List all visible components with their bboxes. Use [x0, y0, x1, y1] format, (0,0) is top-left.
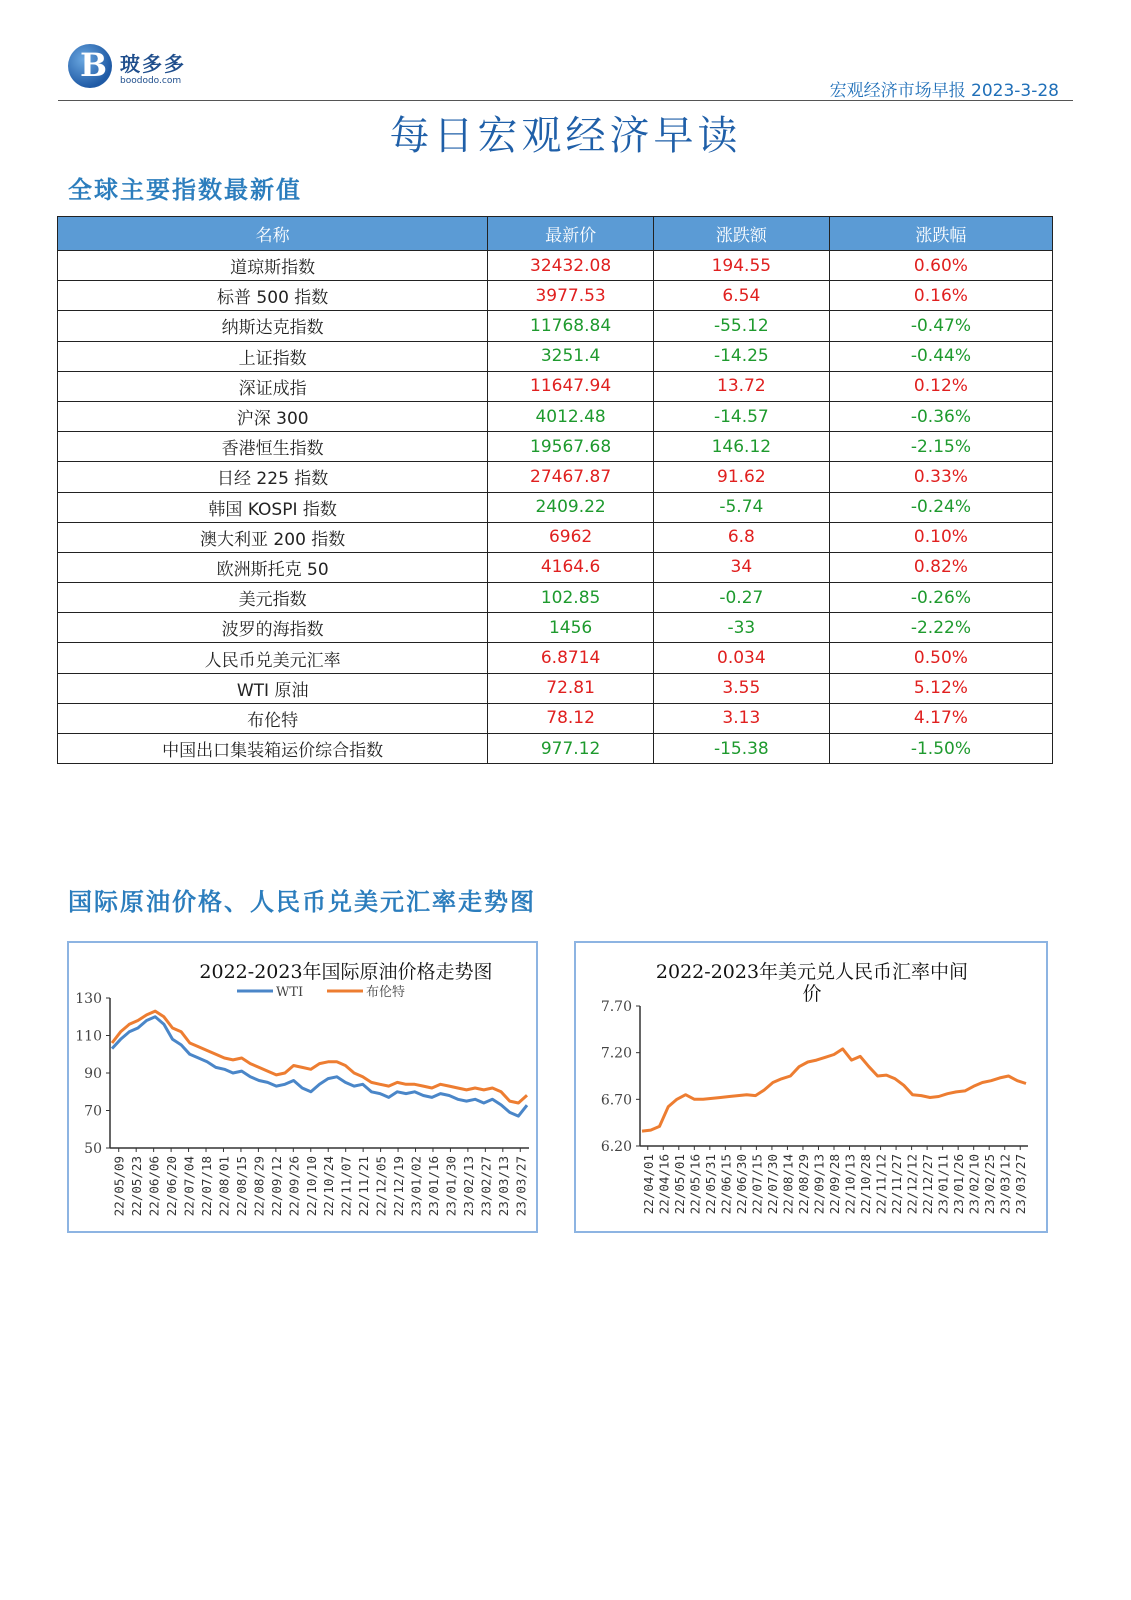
table-row — [58, 341, 1053, 371]
col-header-change: 涨跌额 — [653, 217, 829, 251]
price-cell: 1456 — [488, 613, 654, 643]
x-tick-label: 22/07/18 — [199, 1156, 215, 1217]
table-row — [58, 401, 1053, 431]
y-tick-label: 7.20 — [600, 1045, 632, 1062]
pct-cell: 0.12% — [829, 371, 1052, 401]
x-tick-label: 23/01/26 — [951, 1154, 967, 1215]
x-tick-label: 22/09/12 — [268, 1156, 284, 1217]
x-tick-label: 22/07/15 — [749, 1154, 765, 1215]
change-cell: -55.12 — [653, 311, 829, 341]
change-cell: 146.12 — [653, 432, 829, 462]
x-tick-label: 22/11/21 — [356, 1156, 372, 1217]
report-tag: 宏观经济市场早报 2023-3-28 — [829, 81, 1059, 101]
series-line — [642, 1049, 1026, 1131]
oil-price-chart — [67, 941, 538, 1233]
change-cell: 6.8 — [653, 522, 829, 552]
x-tick-label: 22/05/16 — [687, 1154, 703, 1215]
col-header-price: 最新价 — [488, 217, 654, 251]
x-tick-label: 23/01/30 — [443, 1156, 459, 1217]
x-tick-label: 22/11/27 — [889, 1154, 905, 1215]
table-row — [58, 613, 1053, 643]
oil-price-chart-svg — [69, 943, 536, 1231]
col-header-name: 名称 — [58, 217, 488, 251]
table-row — [58, 462, 1053, 492]
price-cell: 72.81 — [488, 673, 654, 703]
y-tick-label: 50 — [84, 1141, 102, 1157]
x-tick-label: 22/12/19 — [391, 1156, 407, 1217]
y-tick-label: 110 — [75, 1028, 102, 1045]
price-cell: 3251.4 — [488, 341, 654, 371]
name-cell: 欧洲斯托克 50 — [58, 552, 488, 582]
pct-cell: -0.44% — [829, 341, 1052, 371]
pct-cell: -0.26% — [829, 583, 1052, 613]
pct-cell: 0.82% — [829, 552, 1052, 582]
change-cell: -14.25 — [653, 341, 829, 371]
x-tick-label: 22/05/09 — [111, 1156, 127, 1217]
table-row — [58, 311, 1053, 341]
index-table — [57, 216, 1053, 764]
change-cell: -0.27 — [653, 583, 829, 613]
price-cell: 6962 — [488, 522, 654, 552]
table-row — [58, 251, 1053, 281]
logo-subtext: boododo.com — [120, 76, 182, 86]
x-tick-label: 22/07/04 — [181, 1156, 197, 1217]
name-cell: 深证成指 — [58, 371, 488, 401]
change-cell: 6.54 — [653, 281, 829, 311]
table-header-row — [58, 217, 1053, 251]
header-divider — [58, 100, 1073, 101]
legend-label: WTI — [276, 985, 304, 1000]
pct-cell: -1.50% — [829, 734, 1052, 764]
y-tick-label: 70 — [84, 1103, 102, 1120]
pct-cell: -0.24% — [829, 492, 1052, 522]
x-tick-label: 22/10/10 — [303, 1156, 319, 1217]
x-tick-label: 22/05/31 — [702, 1154, 718, 1215]
logo-letter: B — [80, 46, 108, 84]
x-tick-label: 22/07/30 — [764, 1154, 780, 1215]
price-cell: 78.12 — [488, 703, 654, 733]
series-line — [112, 1011, 527, 1103]
name-cell: 道琼斯指数 — [58, 251, 488, 281]
table-row — [58, 673, 1053, 703]
x-tick-label: 22/12/12 — [904, 1154, 920, 1215]
x-tick-label: 22/09/13 — [811, 1154, 827, 1215]
table-row — [58, 583, 1053, 613]
table-row — [58, 492, 1053, 522]
pct-cell: 0.60% — [829, 251, 1052, 281]
name-cell: 布伦特 — [58, 703, 488, 733]
name-cell: 中国出口集装箱运价综合指数 — [58, 734, 488, 764]
x-tick-label: 23/02/10 — [966, 1154, 982, 1215]
pct-cell: -2.15% — [829, 432, 1052, 462]
usd-cny-chart — [574, 941, 1048, 1233]
change-cell: -33 — [653, 613, 829, 643]
logo-text: 玻多多 — [120, 52, 186, 76]
name-cell: 纳斯达克指数 — [58, 311, 488, 341]
x-tick-label: 23/02/13 — [460, 1156, 476, 1217]
table-row — [58, 552, 1053, 582]
table-row — [58, 432, 1053, 462]
table-row — [58, 281, 1053, 311]
table-row — [58, 734, 1053, 764]
chart-title: 价 — [802, 983, 822, 1005]
change-cell: 0.034 — [653, 643, 829, 673]
x-tick-label: 22/08/15 — [233, 1156, 249, 1217]
price-cell: 2409.22 — [488, 492, 654, 522]
name-cell: 上证指数 — [58, 341, 488, 371]
x-tick-label: 23/02/25 — [982, 1154, 998, 1215]
price-cell: 19567.68 — [488, 432, 654, 462]
x-tick-label: 23/03/12 — [997, 1154, 1013, 1215]
change-cell: -14.57 — [653, 401, 829, 431]
usd-cny-chart-svg — [576, 943, 1046, 1231]
price-cell: 6.8714 — [488, 643, 654, 673]
name-cell: 日经 225 指数 — [58, 462, 488, 492]
price-cell: 102.85 — [488, 583, 654, 613]
y-tick-label: 90 — [84, 1066, 102, 1082]
change-cell: -15.38 — [653, 734, 829, 764]
series-line — [112, 1017, 527, 1116]
name-cell: 香港恒生指数 — [58, 432, 488, 462]
pct-cell: -0.47% — [829, 311, 1052, 341]
x-tick-label: 23/01/16 — [425, 1156, 441, 1217]
legend-label: 布伦特 — [366, 985, 406, 1000]
change-cell: 13.72 — [653, 371, 829, 401]
change-cell: 3.13 — [653, 703, 829, 733]
x-tick-label: 22/06/15 — [718, 1154, 734, 1215]
x-tick-label: 22/08/14 — [780, 1154, 796, 1215]
pct-cell: 0.33% — [829, 462, 1052, 492]
x-tick-label: 22/12/27 — [920, 1154, 936, 1215]
y-tick-label: 6.20 — [600, 1139, 632, 1155]
change-cell: 194.55 — [653, 251, 829, 281]
name-cell: 波罗的海指数 — [58, 613, 488, 643]
price-cell: 11647.94 — [488, 371, 654, 401]
x-tick-label: 22/04/16 — [656, 1154, 672, 1215]
x-tick-label: 22/11/12 — [873, 1154, 889, 1215]
brand-logo — [68, 42, 218, 94]
table-row — [58, 643, 1053, 673]
table-row — [58, 703, 1053, 733]
change-cell: 91.62 — [653, 462, 829, 492]
pct-cell: 5.12% — [829, 673, 1052, 703]
section-title-charts: 国际原油价格、人民币兑美元汇率走势图 — [68, 888, 536, 916]
x-tick-label: 23/01/11 — [935, 1154, 951, 1215]
x-tick-label: 22/06/06 — [146, 1156, 162, 1217]
x-tick-label: 22/08/01 — [216, 1156, 232, 1217]
price-cell: 27467.87 — [488, 462, 654, 492]
pct-cell: 0.10% — [829, 522, 1052, 552]
name-cell: WTI 原油 — [58, 673, 488, 703]
chart-title: 2022-2023年美元兑人民币汇率中间 — [655, 961, 969, 983]
table-row — [58, 522, 1053, 552]
price-cell: 4164.6 — [488, 552, 654, 582]
table-body — [58, 251, 1053, 764]
x-tick-label: 23/01/02 — [408, 1156, 424, 1217]
x-tick-label: 22/06/30 — [733, 1154, 749, 1215]
x-tick-label: 22/08/29 — [795, 1154, 811, 1215]
pct-cell: 0.50% — [829, 643, 1052, 673]
name-cell: 人民币兑美元汇率 — [58, 643, 488, 673]
pct-cell: -2.22% — [829, 613, 1052, 643]
chart-title: 2022-2023年国际原油价格走势图 — [199, 961, 493, 983]
x-tick-label: 23/03/13 — [495, 1156, 511, 1217]
x-tick-label: 22/12/05 — [373, 1156, 389, 1217]
x-tick-label: 22/05/23 — [129, 1156, 145, 1217]
change-cell: -5.74 — [653, 492, 829, 522]
section-title-indices: 全球主要指数最新值 — [68, 176, 302, 204]
pct-cell: -0.36% — [829, 401, 1052, 431]
x-tick-label: 22/10/28 — [858, 1154, 874, 1215]
x-tick-label: 22/08/29 — [251, 1156, 267, 1217]
x-tick-label: 23/03/27 — [513, 1156, 529, 1217]
price-cell: 3977.53 — [488, 281, 654, 311]
x-tick-label: 22/10/13 — [842, 1154, 858, 1215]
x-tick-label: 23/03/27 — [1013, 1154, 1029, 1215]
y-tick-label: 130 — [75, 991, 102, 1007]
change-cell: 3.55 — [653, 673, 829, 703]
x-tick-label: 22/05/01 — [671, 1154, 687, 1215]
x-tick-label: 23/02/27 — [478, 1156, 494, 1217]
change-cell: 34 — [653, 552, 829, 582]
x-tick-label: 22/09/26 — [286, 1156, 302, 1217]
table-row — [58, 371, 1053, 401]
x-tick-label: 22/04/01 — [640, 1154, 656, 1215]
x-tick-label: 22/10/24 — [321, 1156, 337, 1217]
col-header-pct: 涨跌幅 — [829, 217, 1052, 251]
price-cell: 4012.48 — [488, 401, 654, 431]
pct-cell: 0.16% — [829, 281, 1052, 311]
name-cell: 美元指数 — [58, 583, 488, 613]
y-tick-label: 7.70 — [600, 999, 632, 1015]
price-cell: 11768.84 — [488, 311, 654, 341]
x-tick-label: 22/06/20 — [164, 1156, 180, 1217]
name-cell: 澳大利亚 200 指数 — [58, 522, 488, 552]
y-tick-label: 6.70 — [600, 1092, 632, 1109]
pct-cell: 4.17% — [829, 703, 1052, 733]
name-cell: 韩国 KOSPI 指数 — [58, 492, 488, 522]
price-cell: 977.12 — [488, 734, 654, 764]
price-cell: 32432.08 — [488, 251, 654, 281]
x-tick-label: 22/11/07 — [338, 1156, 354, 1217]
name-cell: 沪深 300 — [58, 401, 488, 431]
x-tick-label: 22/09/28 — [827, 1154, 842, 1215]
name-cell: 标普 500 指数 — [58, 281, 488, 311]
page-title: 每日宏观经济早读 — [389, 113, 742, 159]
